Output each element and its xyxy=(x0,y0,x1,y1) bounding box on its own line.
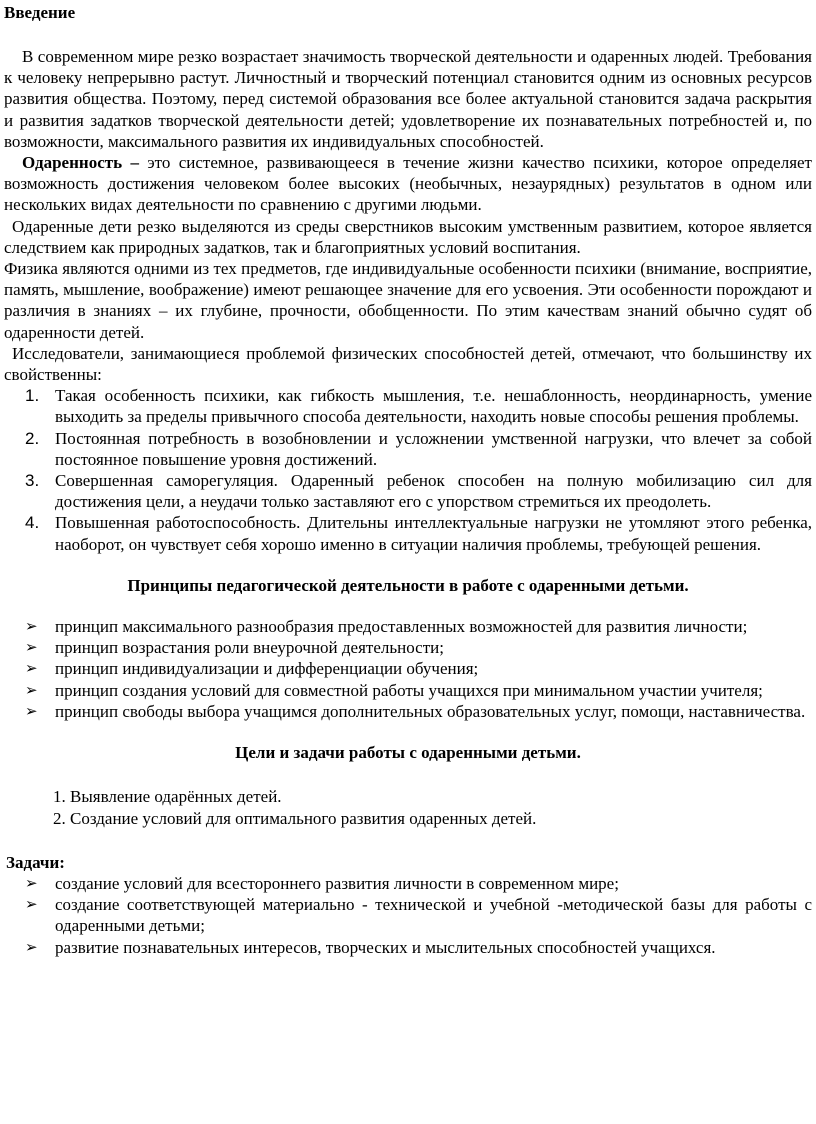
list-item-text: создание условий для всестороннего развития личности в современном мире; xyxy=(55,873,619,893)
list-item xyxy=(4,470,812,512)
list-number: 3. xyxy=(25,471,40,491)
list-item-text: принцип свободы выбора учащимся дополнительных образовательных услуг, помощи, наставничества. xyxy=(55,701,806,721)
list-item-text: Повышенная работоспособность. Длительны интеллектуальные нагрузки не утомляют этого ребенка, наоборот, он чувствует себя хорошо именно в ситуации наличия проблемы, требующей решения. xyxy=(55,513,812,554)
goal-item: 1. Выявление одарённых детей. xyxy=(53,787,282,807)
list-item-text: принцип индивидуализации и дифференциации обучения; xyxy=(55,659,479,679)
physics-paragraph: Физика являются одними из тех предметов, где индивидуальные особенности психики (внимание, восприятие, память, мышление, воображение) имеют решающее значение для его усвоения. Эти особенности порождают и различия в знаниях – их глубине, прочности, обобщенности. По этим качествам знаний обычно судят об одаренности детей. xyxy=(4,259,812,342)
goals-title: Цели и задачи работы с одаренными детьми. xyxy=(235,743,581,763)
giftedness-definition xyxy=(4,152,812,216)
spacer xyxy=(4,722,812,742)
list-item-text: принцип возрастания роли внеурочной деятельности; xyxy=(55,638,444,658)
arrow-bullet-icon: ➢ xyxy=(25,659,38,678)
list-item xyxy=(4,680,812,701)
gifted-children-paragraph: Одаренные дети резко выделяются из среды сверстников высоким умственным развитием, которое является следствием как природных задатков, так и благоприятных условий воспитания. xyxy=(4,216,812,257)
spacer xyxy=(4,596,812,616)
intro-heading: Введение xyxy=(4,3,76,22)
list-item-text: принцип максимального разнообразия предоставленных возможностей для развития личности; xyxy=(55,617,748,637)
tasks-list xyxy=(4,873,812,958)
spacer xyxy=(4,763,812,786)
list-item xyxy=(4,428,812,470)
principles-list xyxy=(4,616,812,722)
list-item xyxy=(4,658,812,679)
list-number: 2. xyxy=(25,428,40,448)
goal-item: 2. Создание условий для оптимального развития одаренных детей. xyxy=(53,808,537,828)
arrow-bullet-icon: ➢ xyxy=(25,873,38,892)
arrow-bullet-icon: ➢ xyxy=(25,895,38,914)
giftedness-term: Одаренность – xyxy=(22,153,139,173)
list-item xyxy=(4,873,812,894)
list-item-text: создание соответствующей материально - технической и учебной -методической базы для работы с одаренными детьми; xyxy=(55,895,812,936)
arrow-bullet-icon: ➢ xyxy=(25,617,38,636)
list-item xyxy=(4,512,812,554)
intro-paragraph: В современном мире резко возрастает значимость творческой деятельности и одаренных людей. Требования к человеку непрерывно растут. Личностный и творческий потенциал становится одним из основных ресурсов развития общества. Поэтому, перед системой образования все более актуальной становится задача раскрытия и развития задатков творческой деятельности детей; удовлетворение их познавательных потребностей и, по возможности, максимального развития их индивидуальных способностей. xyxy=(4,47,812,151)
arrow-bullet-icon: ➢ xyxy=(25,937,38,956)
list-item xyxy=(4,894,812,936)
traits-list xyxy=(4,385,812,555)
list-item xyxy=(4,385,812,427)
list-item-text: Постоянная потребность в возобновлении и усложнении умственной нагрузки, что влечет за собой постоянное повышение уровня достижений. xyxy=(55,428,812,469)
list-item-text: развитие познавательных интересов, творческих и мыслительных способностей учащихся. xyxy=(55,937,716,957)
list-number: 1. xyxy=(25,386,40,406)
principles-title: Принципы педагогической деятельности в работе с одаренными детьми. xyxy=(127,575,689,595)
goals-list xyxy=(4,786,812,828)
spacer xyxy=(4,24,812,46)
list-item xyxy=(4,701,812,722)
list-item-text: принцип создания условий для совместной работы учащихся при минимальном участии учителя; xyxy=(55,680,763,700)
giftedness-definition-text: это системное, развивающееся в течение жизни качество психики, которое определяет возможность достижения человеком более высоких (необычных, незаурядных) результатов в одном или нескольких видах деятельности по сравнению с другими людьми. xyxy=(4,153,812,215)
list-item xyxy=(4,937,812,958)
spacer xyxy=(4,555,812,575)
arrow-bullet-icon: ➢ xyxy=(25,701,38,720)
tasks-title: Задачи: xyxy=(6,852,65,872)
list-item xyxy=(4,637,812,658)
list-number: 4. xyxy=(25,513,40,533)
list-item-text: Такая особенность психики, как гибкость мышления, т.е. нешаблонность, неординарность, умение выходить за пределы привычного способа деятельности, находить новые способы решения проблемы. xyxy=(55,386,812,427)
arrow-bullet-icon: ➢ xyxy=(25,638,38,657)
spacer xyxy=(4,829,812,852)
list-item xyxy=(4,616,812,637)
list-item-text: Совершенная саморегуляция. Одаренный ребенок способен на полную мобилизацию сил для достижения цели, а неудачи только заставляют его с упорством стремиться их преодолеть. xyxy=(55,471,812,512)
researchers-paragraph: Исследователи, занимающиеся проблемой физических способностей детей, отмечают, что большинству их свойственны: xyxy=(4,343,812,385)
arrow-bullet-icon: ➢ xyxy=(25,680,38,699)
